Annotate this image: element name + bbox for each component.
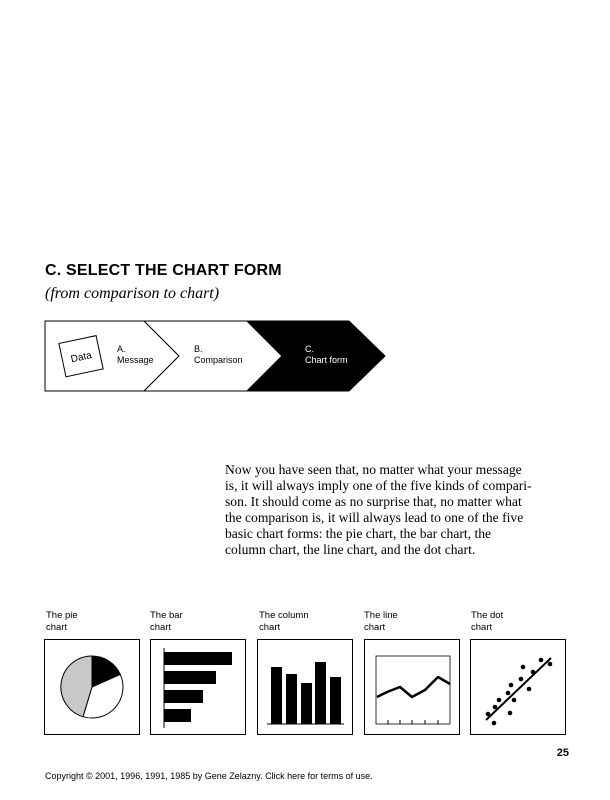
caption-line: chart (46, 622, 68, 633)
dot-chart-caption (471, 610, 503, 634)
section-subtitle (45, 285, 219, 303)
body-paragraph (225, 462, 570, 558)
flow-step-b-label: Comparison (194, 355, 243, 365)
dot-chart-panel (470, 639, 566, 735)
caption-line: chart (471, 622, 493, 633)
caption-line: The column (259, 610, 309, 621)
caption-line: The bar (150, 610, 183, 621)
data-card-label: Data (69, 350, 93, 366)
body-line: son. It should come as no surprise that, no matter what (225, 494, 522, 509)
body-line: the comparison is, it will always lead to one of the five (225, 510, 524, 525)
column-chart-panel (257, 639, 353, 735)
bar-chart-caption (150, 610, 183, 634)
bar-chart-icon (151, 640, 245, 734)
page-number: 25 (556, 747, 569, 759)
data-card-icon (59, 336, 103, 377)
body-line: column chart, the line chart, and the dot chart. (225, 542, 476, 557)
caption-line: The dot (471, 610, 504, 621)
dot-chart-icon (471, 640, 565, 734)
caption-line: chart (259, 622, 281, 633)
body-line: basic chart forms: the pie chart, the bar chart, the (225, 526, 492, 541)
flow-step-c-letter: C. (305, 344, 314, 354)
flow-step-c-label: Chart form (305, 355, 348, 365)
copyright-link[interactable]: Copyright © 2001, 1996, 1991, 1985 by Gene Zelazny. Click here for terms of use. (45, 771, 373, 781)
subtitle-close-paren: ) (213, 285, 220, 302)
column-chart-caption (259, 610, 309, 634)
pie-chart-panel (44, 639, 140, 735)
line-chart-panel (364, 639, 460, 735)
body-line: is, it will always imply one of the five kinds of compari- (225, 478, 532, 493)
bar-chart-panel (150, 639, 246, 735)
caption-line: The pie (46, 610, 78, 621)
caption-line: chart (364, 622, 386, 633)
line-chart-caption (364, 610, 398, 634)
column-chart-icon (258, 640, 352, 734)
pie-chart-icon (45, 640, 139, 734)
caption-line: chart (150, 622, 172, 633)
section-heading: C. SELECT THE CHART FORM (45, 262, 282, 279)
flow-step-a-letter: A. (117, 344, 126, 354)
caption-line: The line (364, 610, 398, 621)
process-flow-diagram (44, 320, 389, 394)
subtitle-italic-text: from comparison to chart (50, 285, 214, 302)
subtitle-open-paren: ( (45, 285, 51, 302)
line-chart-icon (365, 640, 459, 734)
body-line: Now you have seen that, no matter what your message (225, 462, 522, 477)
flow-step-b-letter: B. (194, 344, 203, 354)
pie-chart-caption (46, 610, 78, 634)
flow-step-a-label: Message (117, 355, 154, 365)
